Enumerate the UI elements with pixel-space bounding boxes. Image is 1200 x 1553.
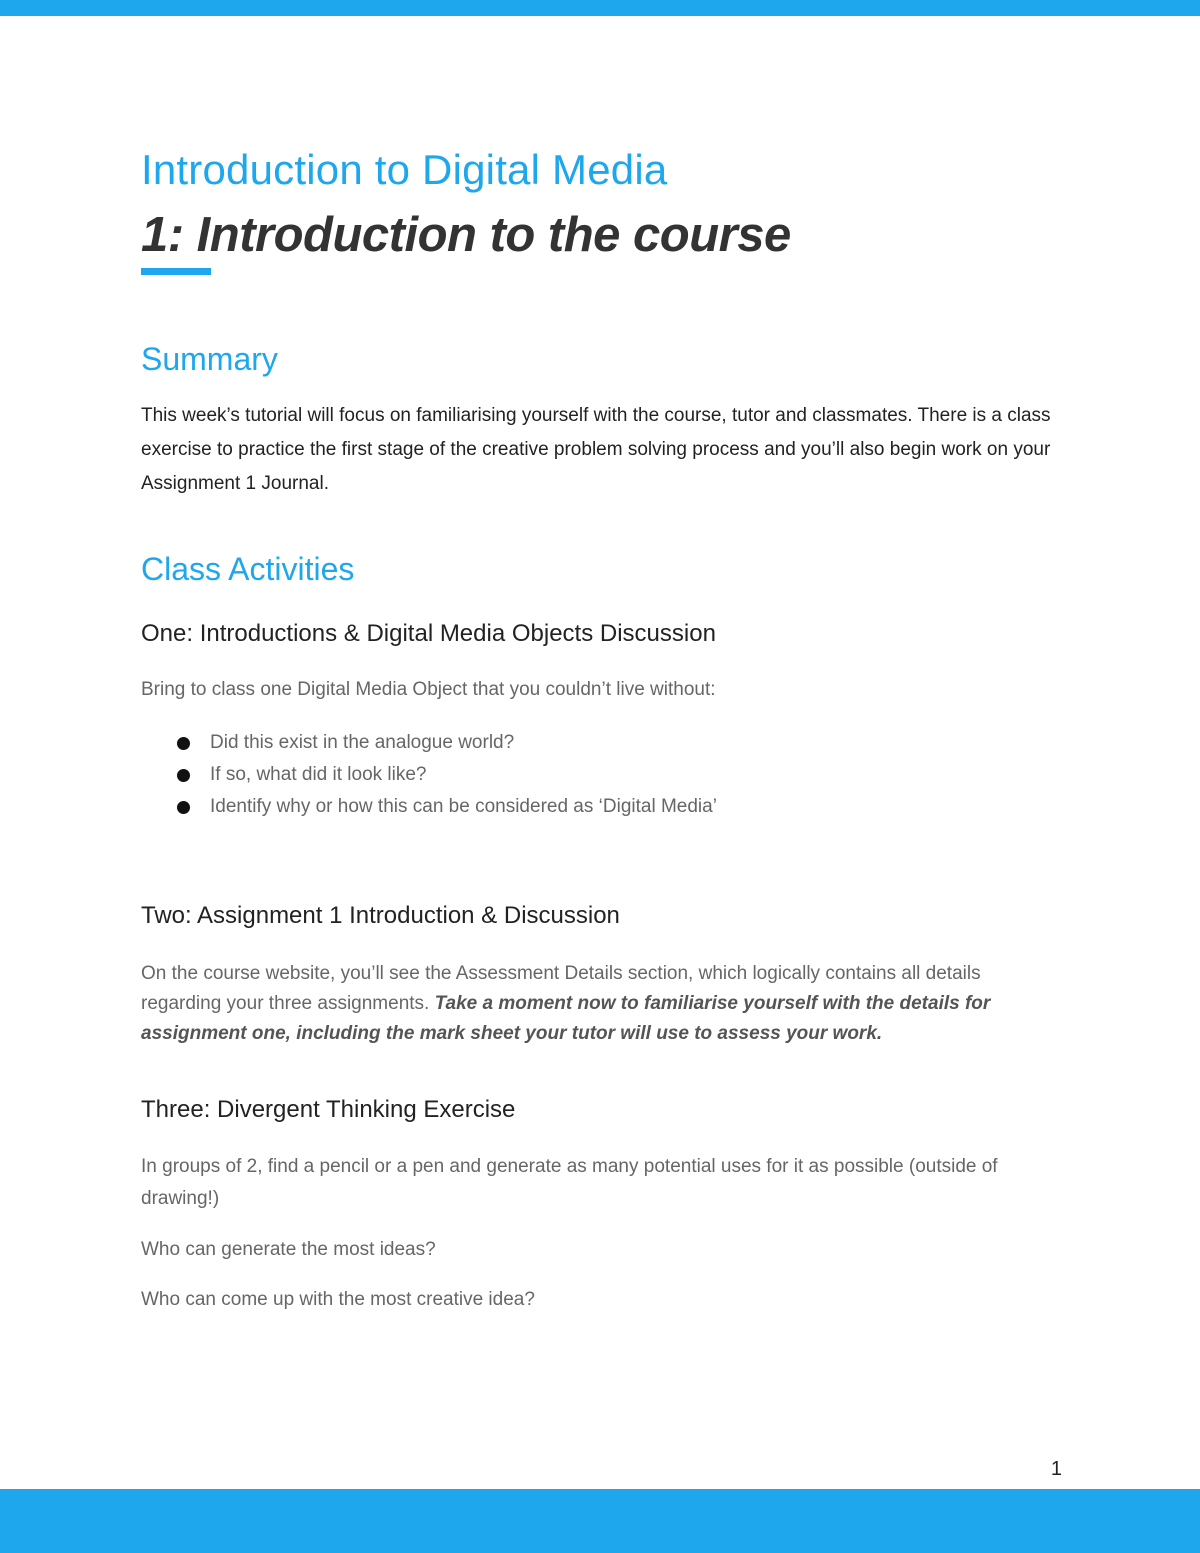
bullet-icon xyxy=(177,769,190,782)
document-title: 1: Introduction to the course xyxy=(141,208,791,262)
activity-three-question-2: Who can come up with the most creative idea? xyxy=(141,1289,535,1310)
summary-heading: Summary xyxy=(141,341,278,377)
top-accent-bar xyxy=(0,0,1200,16)
list-item xyxy=(141,727,1061,759)
bullet-text: Identify why or how this can be considered as ‘Digital Media’ xyxy=(210,796,717,817)
activity-three-paragraph: In groups of 2, find a pencil or a pen and generate as many potential uses for it as possible (outside of drawing!) xyxy=(141,1156,998,1209)
class-activities-heading: Class Activities xyxy=(141,551,355,587)
activity-one-bullet-list xyxy=(141,727,1061,823)
bottom-accent-bar xyxy=(0,1489,1200,1553)
summary-paragraph: This week’s tutorial will focus on familiarising yourself with the course, tutor and classmates. There is a class exercise to practice the first stage of the creative problem solving process and you’ll also begin work on your Assignment 1 Journal. xyxy=(141,405,1051,494)
activity-three-question-1: Who can generate the most ideas? xyxy=(141,1239,436,1260)
activity-three-heading: Three: Divergent Thinking Exercise xyxy=(141,1096,516,1123)
page-number: 1 xyxy=(1050,1458,1062,1480)
activity-one-heading: One: Introductions & Digital Media Objects Discussion xyxy=(141,620,716,647)
activity-two-paragraph xyxy=(141,959,1061,1049)
activity-two-heading: Two: Assignment 1 Introduction & Discussion xyxy=(141,902,620,929)
activity-one-intro: Bring to class one Digital Media Object that you couldn’t live without: xyxy=(141,679,716,700)
bullet-icon xyxy=(177,737,190,750)
bullet-icon xyxy=(177,801,190,814)
bullet-text: If so, what did it look like? xyxy=(210,764,427,785)
course-title: Introduction to Digital Media xyxy=(141,146,668,193)
title-underline xyxy=(141,268,211,275)
activity-two-text: On the course website, you’ll see the Assessment Details section, which logically contains all details regarding your three assignments. xyxy=(141,963,981,1014)
list-item xyxy=(141,791,1061,823)
document-content xyxy=(141,140,1061,1315)
bullet-text: Did this exist in the analogue world? xyxy=(210,732,515,753)
list-item xyxy=(141,759,1061,791)
activity-two-emphasis: Take a moment now to familiarise yourself with the details for assignment one, including the mark sheet your tutor will use to assess your work. xyxy=(141,993,991,1044)
